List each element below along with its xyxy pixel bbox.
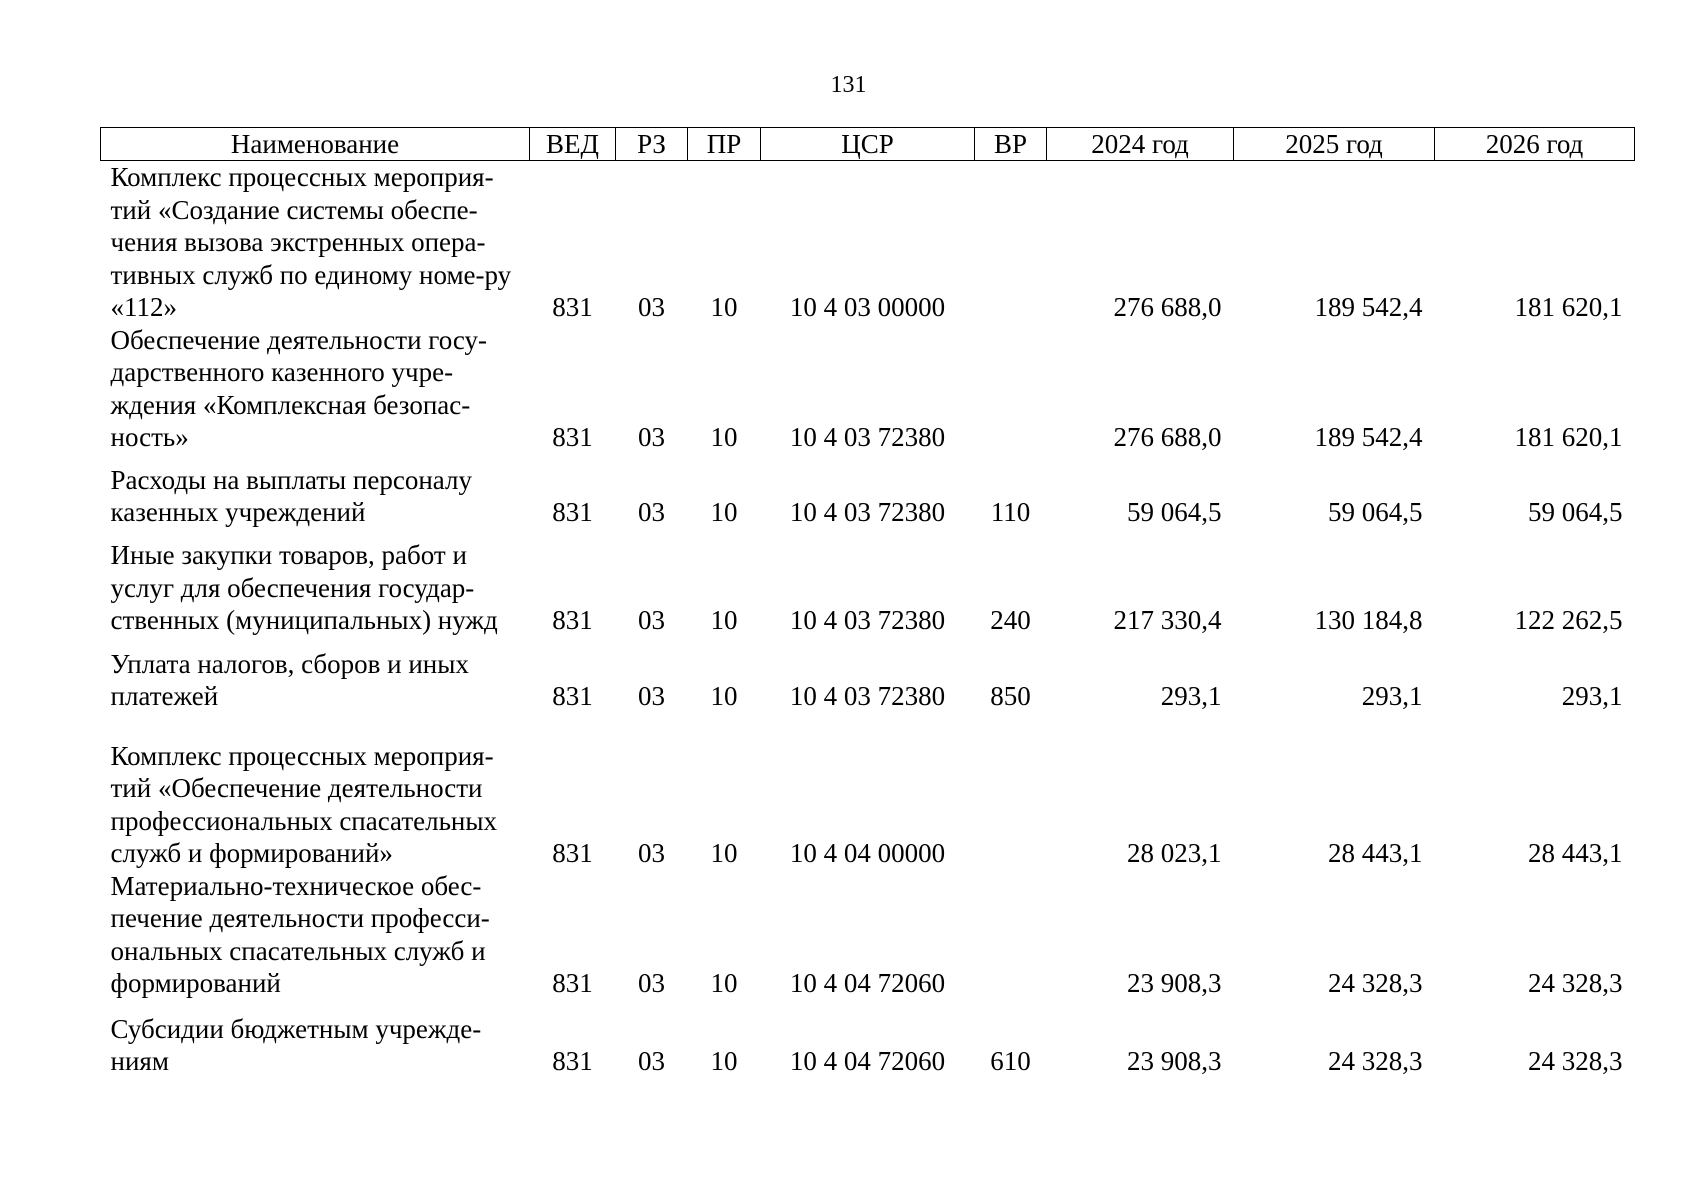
row-2026: 24 328,3 (1528, 1046, 1623, 1076)
table-row (101, 713, 1635, 870)
row-name: Обеспечение деятельности госу-дарственного казенного учре-ждения «Комплексная безопас-ность» (110, 324, 487, 452)
row-2024: 293,1 (1160, 681, 1222, 711)
row-rz: 03 (638, 605, 665, 635)
table-body (101, 161, 1635, 1078)
row-pr: 10 (710, 422, 738, 452)
row-name: Комплекс процессных мероприя-тий «Создание системы обеспе-чения вызова экстренных опера-тивных служб по единому номе-ру «112» (110, 162, 512, 322)
row-2026: 24 328,3 (1528, 968, 1623, 998)
row-name: Иные закупки товаров, работ и услуг для обеспечения государ-ственных (муниципальных) нужд (110, 540, 498, 635)
row-2025: 130 184,8 (1314, 605, 1423, 635)
row-csr: 10 4 04 72060 (789, 1046, 946, 1076)
row-2025: 189 542,4 (1314, 292, 1423, 322)
row-name: Расходы на выплаты персоналу казенных учреждений (110, 464, 472, 527)
row-pr: 10 (710, 292, 738, 322)
row-pr: 10 (710, 968, 738, 998)
row-vr: 850 (990, 681, 1031, 711)
row-rz: 03 (638, 1046, 665, 1076)
table-row (101, 1000, 1635, 1078)
row-name: Комплекс процессных мероприя-тий «Обеспечение деятельности профессиональных спасательных служб и формирований» (110, 740, 497, 868)
row-csr: 10 4 04 00000 (789, 838, 946, 868)
table-row (101, 870, 1635, 1000)
row-ved: 831 (552, 422, 593, 452)
row-vr: 110 (990, 497, 1031, 527)
row-rz: 03 (638, 422, 665, 452)
row-name: Субсидии бюджетным учрежде-ниям (110, 1013, 482, 1076)
row-name: Материально-техническое обес-печение деятельности професси-ональных спасательных служб и формирований (110, 870, 490, 998)
row-rz: 03 (638, 968, 665, 998)
row-csr: 10 4 03 72380 (789, 681, 946, 711)
row-pr: 10 (710, 605, 738, 635)
table-row (101, 324, 1635, 454)
row-2024: 59 064,5 (1127, 497, 1222, 527)
row-ved: 831 (552, 968, 593, 998)
header-csr: ЦСР (761, 128, 975, 161)
row-2026: 181 620,1 (1514, 292, 1623, 322)
row-ved: 831 (552, 292, 593, 322)
row-2025: 189 542,4 (1314, 422, 1423, 452)
header-2026: 2026 год (1435, 128, 1635, 161)
row-2024: 217 330,4 (1113, 605, 1222, 635)
header-vr: ВР (975, 128, 1047, 161)
row-csr: 10 4 03 72380 (789, 605, 946, 635)
header-ved: ВЕД (530, 128, 616, 161)
row-2025: 24 328,3 (1328, 968, 1423, 998)
row-ved: 831 (552, 497, 593, 527)
table-header (101, 128, 1635, 161)
row-pr: 10 (710, 497, 738, 527)
row-2025: 24 328,3 (1328, 1046, 1423, 1076)
row-2026: 59 064,5 (1528, 497, 1623, 527)
row-rz: 03 (638, 497, 665, 527)
row-pr: 10 (710, 1046, 738, 1076)
row-2024: 276 688,0 (1113, 292, 1222, 322)
row-2024: 23 908,3 (1127, 1046, 1222, 1076)
header-2025: 2025 год (1234, 128, 1435, 161)
row-vr (975, 324, 1047, 454)
row-csr: 10 4 03 72380 (789, 422, 946, 452)
header-row (101, 128, 1635, 161)
header-pr: ПР (688, 128, 761, 161)
row-name: Уплата налогов, сборов и иных платежей (110, 648, 469, 711)
row-rz: 03 (638, 838, 665, 868)
row-pr: 10 (710, 681, 738, 711)
row-2025: 59 064,5 (1328, 497, 1423, 527)
row-2024: 276 688,0 (1113, 422, 1222, 452)
row-rz: 03 (638, 292, 665, 322)
table-row (101, 454, 1635, 529)
row-rz: 03 (638, 681, 665, 711)
row-ved: 831 (552, 681, 593, 711)
row-pr: 10 (710, 838, 738, 868)
row-2026: 122 262,5 (1514, 605, 1623, 635)
row-csr: 10 4 04 72060 (789, 968, 946, 998)
row-2024: 23 908,3 (1127, 968, 1222, 998)
row-2026: 293,1 (1561, 681, 1623, 711)
row-2025: 28 443,1 (1328, 838, 1423, 868)
table-row (101, 529, 1635, 637)
row-ved: 831 (552, 1046, 593, 1076)
header-rz: РЗ (616, 128, 688, 161)
row-2026: 181 620,1 (1514, 422, 1623, 452)
row-vr (975, 161, 1047, 324)
row-vr (975, 870, 1047, 1000)
row-ved: 831 (552, 838, 593, 868)
budget-table (100, 127, 1635, 1078)
row-vr: 240 (990, 605, 1031, 635)
table-row (101, 637, 1635, 713)
page-number: 131 (830, 72, 867, 98)
row-2026: 28 443,1 (1528, 838, 1623, 868)
row-2025: 293,1 (1361, 681, 1423, 711)
table-row (101, 161, 1635, 324)
row-ved: 831 (552, 605, 593, 635)
row-csr: 10 4 03 72380 (789, 497, 946, 527)
header-name: Наименование (101, 128, 530, 161)
row-2024: 28 023,1 (1127, 838, 1222, 868)
row-vr (975, 713, 1047, 870)
row-csr: 10 4 03 00000 (789, 292, 946, 322)
header-2024: 2024 год (1047, 128, 1234, 161)
row-vr: 610 (990, 1046, 1031, 1076)
